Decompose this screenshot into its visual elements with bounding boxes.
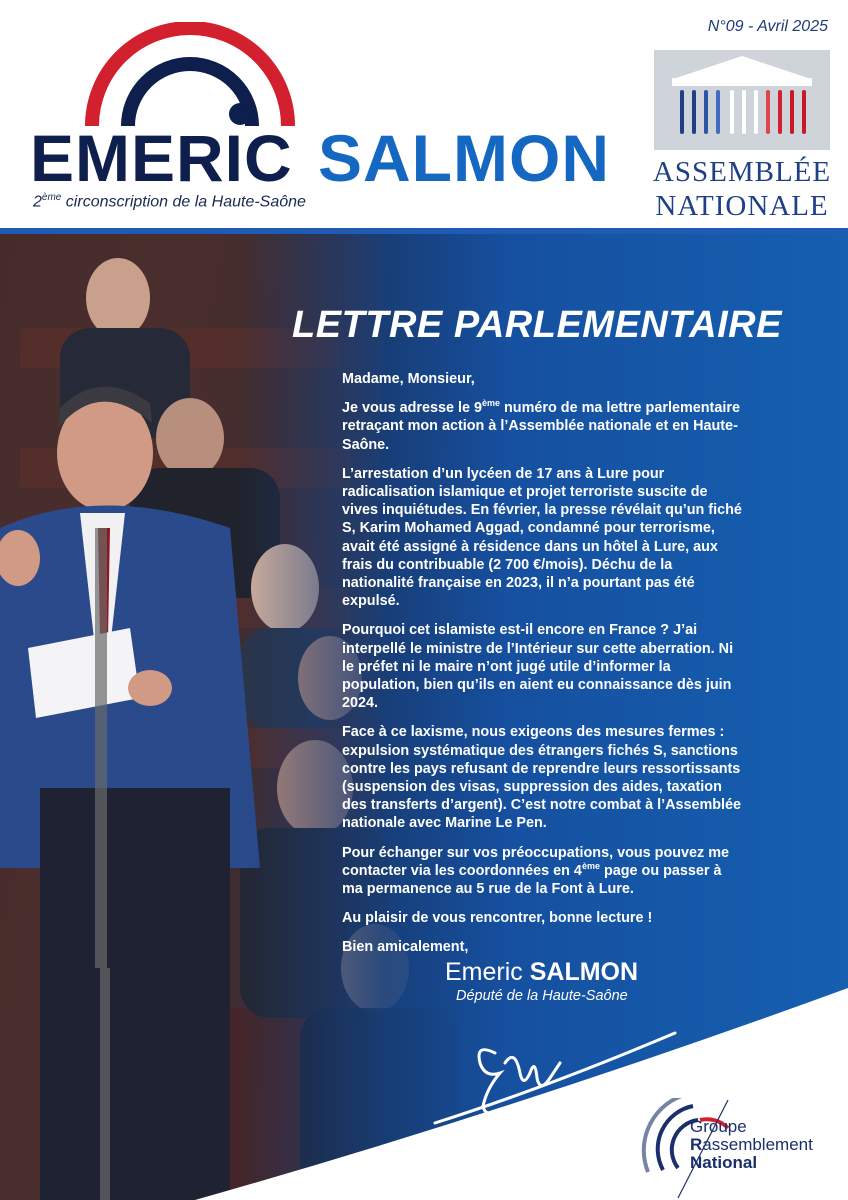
groupe-rn-line3: National: [690, 1153, 758, 1172]
groupe-rn-line2: Rassemblement: [690, 1135, 813, 1154]
assemblee-nationale-logo: [652, 50, 832, 222]
name-last: SALMON: [318, 121, 610, 195]
paragraph-arrest: L’arrestation d’un lycéen de 17 ans à Lure pour radicalisation islamique et projet terroriste suscite de vives inquiétudes. En février, la presse révélait qu’un fiché S, Karim Mohamed Aggad, condamné pour terrorisme, avait été assigné à résidence dans un hôtel à Lure, aux frais du contribuable (2 700 €/mois). Déchu de la nationalité française en 2023, il n’a pourtant pas été expulsé.: [342, 465, 742, 610]
name-first: EMERIC: [30, 121, 293, 195]
circonscription: 2ème circonscription de la Haute-Saône: [33, 192, 306, 211]
letter-title: LETTRE PARLEMENTAIRE: [292, 304, 782, 346]
letter-banner: [0, 228, 848, 1200]
signature-name: Emeric SALMON: [445, 958, 639, 986]
banner-top-stripe: [0, 228, 848, 234]
assemblee-line1: ASSEMBLÉE: [652, 156, 832, 188]
white-corner-shape: [0, 228, 848, 1200]
salutation: Madame, Monsieur,: [342, 371, 475, 387]
assemblee-building-icon: [654, 50, 830, 150]
paragraph-intro: Je vous adresse le 9ème numéro de ma lettre parlementaire retraçant mon action à l’Assemblée nationale et en Haute-Saône.: [342, 398, 740, 453]
paragraph-contact: Pour échanger sur vos préoccupations, vous pouvez me contacter via les coordonnées en 4ème page ou passer à ma permanence au 5 rue de la Font à Lure.: [342, 844, 730, 898]
closing: Bien amicalement,: [342, 939, 469, 956]
paragraph-measures: Face à ce laxisme, nous exigeons des mesures fermes : expulsion systématique des étrangers fichés S, sanctions contre les pays refusant de reprendre leurs ressortissants (suspension des visas, suppression des aides, taxation des transferts d’argent). C’est notre combat à l’Assemblée nationale avec Marine Le Pen.: [342, 724, 742, 832]
groupe-rn-text: [690, 1118, 813, 1172]
paragraph-reading: Au plaisir de vous rencontrer, bonne lecture !: [342, 910, 653, 927]
signature-role: Député de la Haute-Saône: [456, 988, 628, 1004]
groupe-rn-line1: Groupe: [690, 1117, 747, 1136]
rn-arc-logo: [80, 22, 300, 132]
issue-number: N°09 - Avril 2025: [707, 18, 828, 35]
assemblee-line2: NATIONALE: [655, 190, 829, 222]
paragraph-question: Pourquoi cet islamiste est-il encore en France ? J’ai interpellé le ministre de l’Intérieur sur cette aberration. Ni le préfet ni le maire n’ont jugé utile d’informer la population, bien qu’ils en aient eu connaissance dès juin 2024.: [342, 622, 734, 712]
header: [0, 0, 848, 228]
